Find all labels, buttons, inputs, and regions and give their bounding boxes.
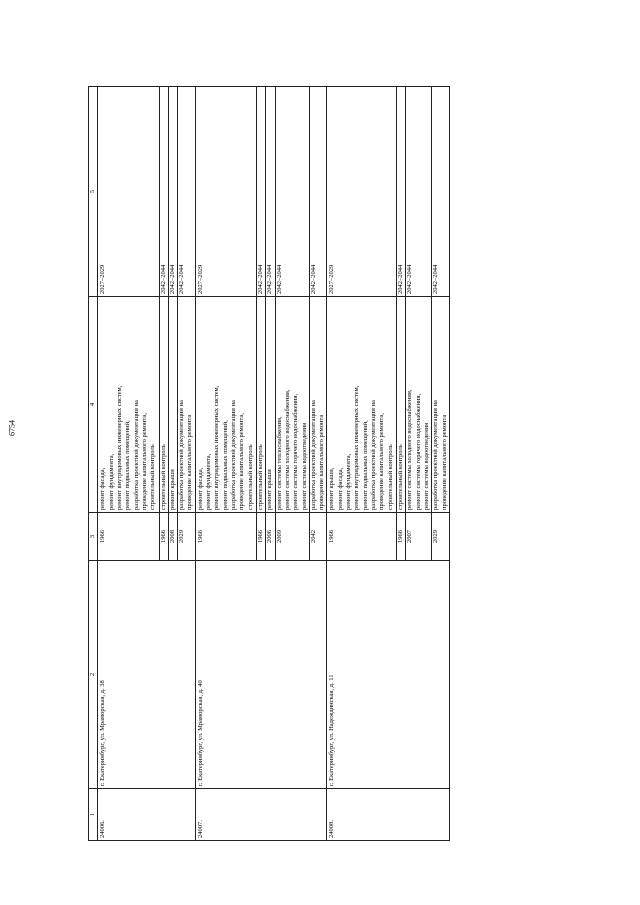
- work-line: ремонт фундамента,: [205, 453, 213, 510]
- works-cell: [256, 297, 265, 513]
- work-line: проведение капитального ремонта,: [378, 413, 386, 510]
- work-line: ремонт системы горячего водоснабжения,: [414, 393, 422, 510]
- work-line: проведение капитального ремонта: [318, 414, 326, 510]
- entry-id: 24008.: [327, 789, 449, 841]
- header-cell-1: 1: [89, 789, 98, 841]
- year-cell: 1966: [327, 513, 397, 561]
- work-line: ремонт системы холодного водоснабжения,: [406, 389, 414, 510]
- works-cell: [266, 297, 275, 513]
- work-line: ремонт системы холодного водоснабжения,: [283, 389, 291, 510]
- page-number: [0, 413, 24, 443]
- work-line: ремонт фундамента,: [107, 453, 115, 510]
- period-cell: 2042–2044: [178, 87, 196, 297]
- year-cell: 1966: [98, 513, 159, 561]
- work-line: проведение капитального ремонта: [186, 414, 194, 510]
- year-cell: 1966: [195, 513, 256, 561]
- period-cell: 2042–2044: [159, 87, 168, 297]
- works-cell: [396, 297, 405, 513]
- period-cell: 2042–2044: [168, 87, 177, 297]
- entry-row: [195, 87, 256, 841]
- header-row: [89, 87, 98, 841]
- work-line: ремонт фасада,: [196, 467, 204, 510]
- repair-schedule-table: [88, 86, 450, 841]
- entry-id: 24007.: [195, 789, 327, 841]
- works-cell: [178, 297, 196, 513]
- works-cell: [432, 297, 450, 513]
- work-line: ремонт системы теплоснабжения,: [275, 416, 283, 510]
- works-cell: [327, 297, 397, 513]
- period-cell: 2027–2029: [195, 87, 256, 297]
- work-line: ремонт фасада,: [336, 467, 344, 510]
- entry-id: 24006.: [98, 789, 195, 841]
- works-cell: [159, 297, 168, 513]
- entry-row: [98, 87, 159, 841]
- header-cell-3: 3: [89, 513, 98, 561]
- year-cell: 2008: [168, 513, 177, 561]
- work-line: ремонт крыши,: [328, 467, 336, 510]
- work-line: строительный контроль: [246, 444, 254, 510]
- work-line: строительный контроль: [149, 444, 157, 510]
- work-line: ремонт крыши: [266, 469, 274, 510]
- work-line: ремонт системы водоотведения: [422, 422, 430, 510]
- entry-address: г. Екатеринбург, ул. Надеждинская, д. 11: [327, 561, 449, 789]
- work-line: проведение капитального ремонта: [440, 414, 448, 510]
- period-cell: 2042–2044: [309, 87, 327, 297]
- entry-address: г. Екатеринбург, ул. Мраморская, д. 40: [195, 561, 327, 789]
- period-cell: 2027–2029: [98, 87, 159, 297]
- work-line: ремонт системы водоотведения: [300, 422, 308, 510]
- works-cell: [275, 297, 309, 513]
- header-cell-4: 4: [89, 297, 98, 513]
- work-line: ремонт внутридомовых инженерных систем,: [213, 385, 221, 510]
- works-cell: [98, 297, 159, 513]
- work-line: проведение капитального ремонта,: [140, 413, 148, 510]
- work-line: строительный контроль: [386, 444, 394, 510]
- period-cell: 2042–2044: [396, 87, 405, 297]
- year-cell: 2009: [275, 513, 309, 561]
- period-cell: 2042–2044: [266, 87, 275, 297]
- work-line: разработка проектной документации на: [432, 400, 440, 510]
- work-line: ремонт крыши: [168, 469, 176, 510]
- work-line: ремонт внутридомовых инженерных систем,: [353, 385, 361, 510]
- work-line: разработка проектной документации на: [230, 400, 237, 510]
- works-cell: [406, 297, 432, 513]
- work-line: строительный контроль: [159, 444, 167, 510]
- works-cell: [309, 297, 327, 513]
- work-line: разработка проектной документации на: [309, 400, 317, 510]
- work-line: ремонт подвальных помещений,: [361, 420, 369, 510]
- work-line: проведение капитального ремонта,: [238, 413, 246, 510]
- year-cell: 2029: [178, 513, 196, 561]
- header-cell-2: 2: [89, 561, 98, 789]
- period-cell: 2042–2044: [256, 87, 265, 297]
- work-line: ремонт внутридомовых инженерных систем,: [115, 385, 123, 510]
- year-cell: 2029: [432, 513, 450, 561]
- works-cell: [195, 297, 256, 513]
- work-line: разработка проектной документации на: [370, 400, 377, 510]
- works-cell: [168, 297, 177, 513]
- year-cell: 1966: [396, 513, 405, 561]
- year-cell: 1966: [159, 513, 168, 561]
- work-line: ремонт фундамента,: [345, 453, 353, 510]
- entry-row: [327, 87, 397, 841]
- period-cell: 2042–2044: [432, 87, 450, 297]
- work-line: строительный контроль: [256, 444, 264, 510]
- period-cell: 2042–2044: [275, 87, 309, 297]
- page-number-text: 6754: [7, 420, 17, 436]
- year-cell: 2007: [406, 513, 432, 561]
- header-cell-5: 5: [89, 87, 98, 297]
- rotated-table-container: [88, 87, 590, 841]
- year-cell: 2042: [309, 513, 327, 561]
- year-cell: 2006: [266, 513, 275, 561]
- work-line: ремонт фасада,: [99, 467, 107, 510]
- work-line: разработка проектной документации на: [178, 400, 186, 510]
- work-line: разработка проектной документации на: [132, 400, 140, 510]
- work-line: ремонт подвальных помещений,: [221, 420, 229, 510]
- work-line: ремонт системы горячего водоснабжения,: [292, 393, 300, 510]
- work-line: строительный контроль: [396, 444, 404, 510]
- year-cell: 1966: [256, 513, 265, 561]
- period-cell: 2042–2044: [406, 87, 432, 297]
- period-cell: 2027–2029: [327, 87, 397, 297]
- entry-address: г. Екатеринбург, ул. Мраморская, д. 38: [98, 561, 195, 789]
- work-line: ремонт подвальных помещений,: [124, 420, 132, 510]
